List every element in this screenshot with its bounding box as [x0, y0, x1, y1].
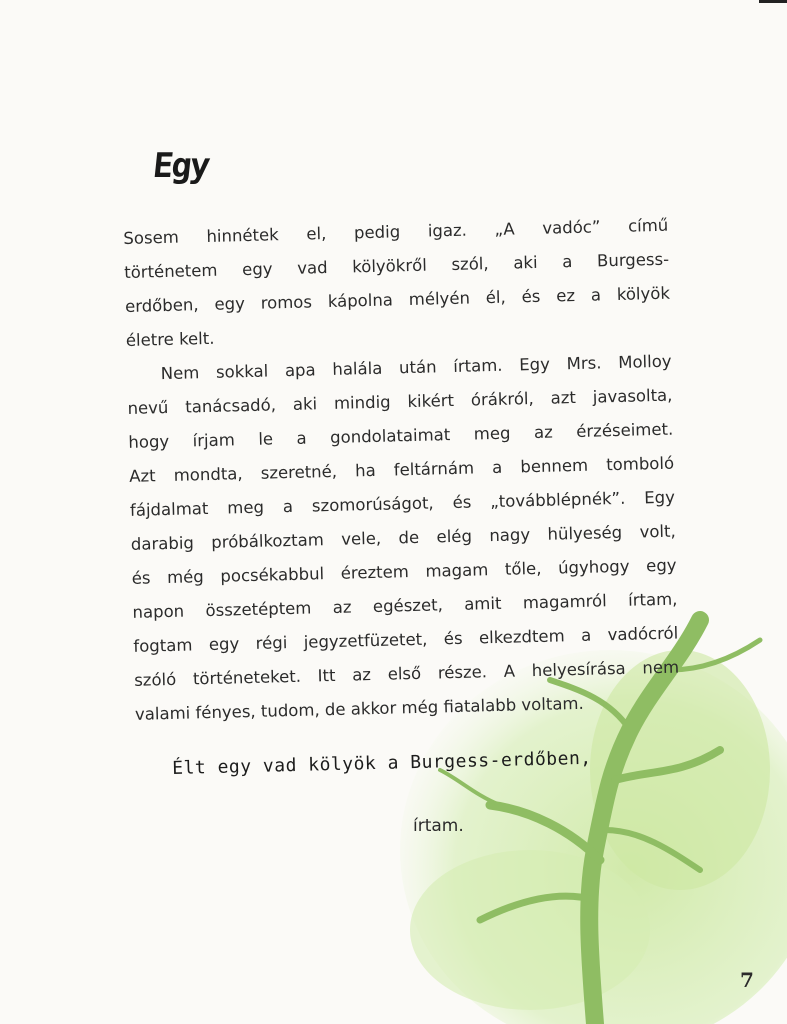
text-line: nevű tanácsadó, aki mindig kikért órákról, azt javasolta,: [127, 385, 673, 418]
corner-mark: [759, 0, 787, 3]
body-text: [123, 209, 680, 732]
text-line: darabig próbálkoztam vele, de elég nagy hülyeség volt,: [130, 521, 676, 554]
text-line: napon összetéptem az egészet, amit magamról írtam,: [132, 589, 678, 622]
text-line: hogy írjam le a gondolataimat meg az érzéseimet.: [128, 419, 674, 452]
text-line: szóló történeteket. Itt az első része. A helyesírása nem: [133, 657, 680, 690]
text-line: valami fényes, tudom, de akkor még fiatalabb voltam.: [134, 693, 584, 724]
text-line: fájdalmat meg a szomorúságot, és „továbblépnék”. Egy: [129, 487, 676, 520]
text-line: életre kelt.: [125, 328, 215, 350]
chapter-title: Egy: [150, 146, 211, 186]
text-line: Azt mondta, szeretné, ha feltárnám a bennem tomboló: [128, 453, 675, 486]
signoff-text: írtam.: [413, 816, 464, 836]
page-number: 7: [740, 968, 754, 992]
text-line: erdőben, egy romos kápolna mélyén él, és ez a kölyök: [124, 283, 671, 316]
text-line: Sosem hinnétek el, pedig igaz. „A vadóc” című: [123, 215, 669, 248]
text-line: fogtam egy régi jegyzetfüzetet, és elkezdtem a vadócról: [133, 623, 679, 656]
text-line: és még pocsékabbul éreztem magam tőle, úgyhogy egy: [131, 555, 677, 588]
text-line: történetem egy vad kölyökről szól, aki a Burgess-: [124, 249, 670, 282]
handwritten-line: Élt egy vad kölyök a Burgess-erdőben,: [172, 747, 592, 779]
text-line: Nem sokkal apa halála után írtam. Egy Mrs. Molloy: [160, 351, 672, 384]
